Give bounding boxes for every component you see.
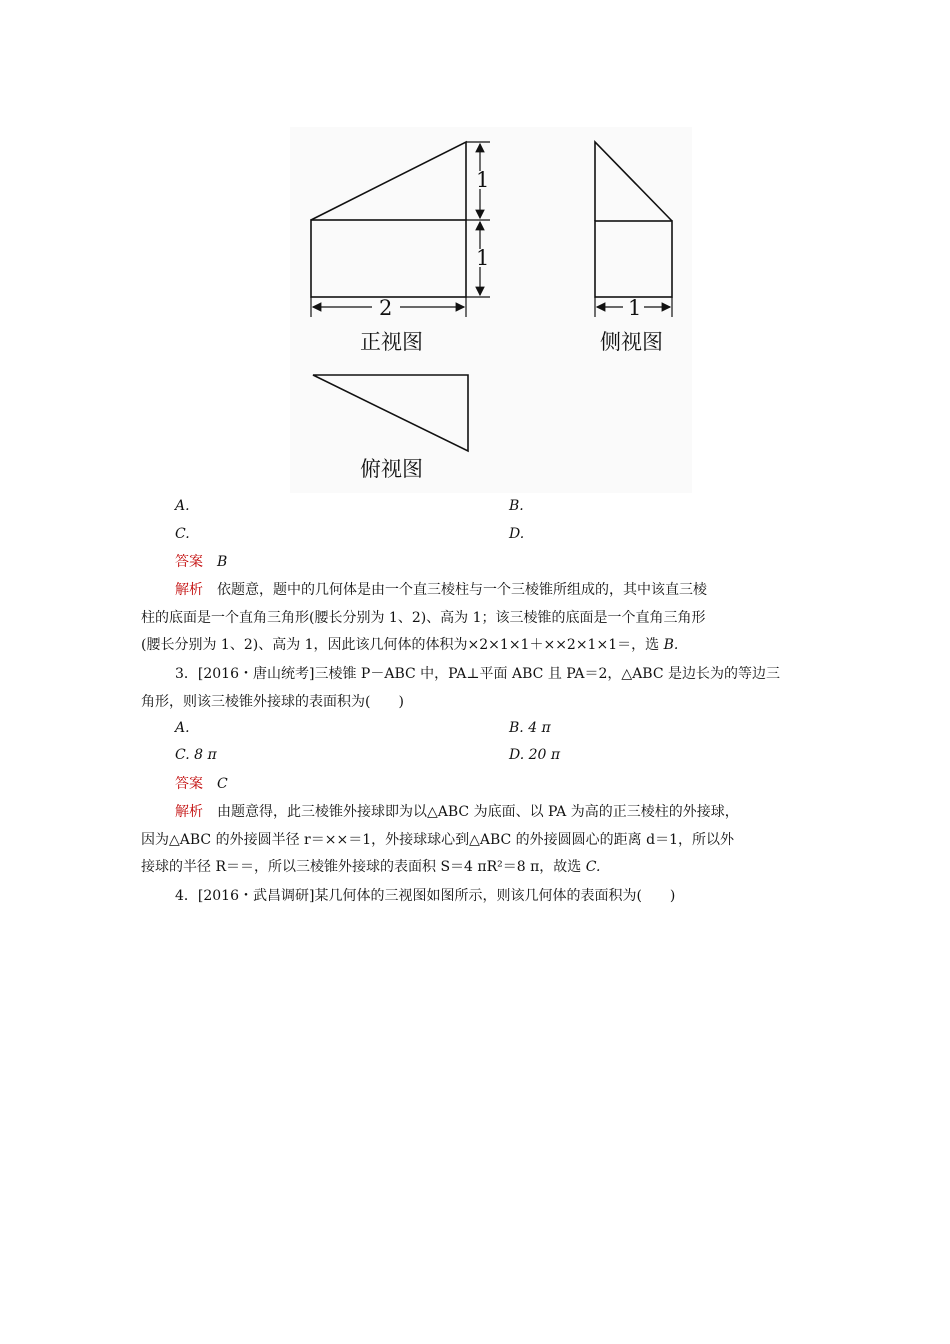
- three-view-diagram: [290, 127, 692, 493]
- q2-option-d: D.: [509, 526, 525, 542]
- q2-option-c: C.: [175, 526, 190, 542]
- q4-stem: [141, 883, 811, 911]
- dim-width-label: 2: [379, 296, 393, 320]
- side-view-caption: 侧视图: [600, 330, 663, 354]
- q3-analysis-choice: C.: [585, 859, 601, 875]
- top-view-caption: 俯视图: [360, 457, 423, 481]
- q3-analysis-line-3: 接球的半径 R＝＝，所以三棱锥外接球的表面积 S＝4 πR²＝8 π，故选: [141, 859, 586, 875]
- front-view-caption: 正视图: [360, 330, 423, 354]
- q3-stem: [141, 661, 811, 716]
- q3-analysis-line-2: 因为△ABC 的外接圆半径 r＝××＝1，外接球球心到△ABC 的外接圆圆心的距离 d＝1，所以外: [141, 831, 735, 848]
- q2-analysis-choice: B.: [663, 637, 679, 653]
- q3-analysis-line-1: 由题意得，此三棱锥外接球即为以△ABC 为底面、以 PA 为高的正三棱柱的外接球，: [217, 804, 739, 820]
- q3-answer-value: C: [217, 776, 228, 792]
- q2-option-b: B.: [509, 498, 524, 514]
- side-view: [595, 142, 672, 297]
- q2-analysis: [141, 577, 811, 660]
- q3-stem-line-1: 3．[2016・唐山统考]三棱锥 P－ABC 中，PA⊥平面 ABC 且 PA＝2，△ABC 是边长为的等边三: [175, 666, 781, 682]
- q3-option-c: C. 8 π: [175, 747, 217, 763]
- q3-option-d: D. 20 π: [509, 747, 561, 763]
- q3-answer-label: 答案: [175, 776, 203, 792]
- q2-analysis-line-2: 柱的底面是一个直角三角形(腰长分别为 1、2)、高为 1；该三棱锥的底面是一个直角三角形: [141, 609, 706, 626]
- dim-bottom-label: 1: [476, 246, 490, 270]
- q3-stem-line-2: 角形，则该三棱锥外接球的表面积为( ): [141, 693, 404, 710]
- three-view-figure: [290, 127, 692, 493]
- q2-analysis-line-1: 依题意，题中的几何体是由一个直三棱柱与一个三棱锥所组成的，其中该直三棱: [217, 582, 707, 598]
- dim-top-label: 1: [476, 168, 490, 192]
- dim-side-label: 1: [628, 296, 642, 320]
- q3-option-b: B. 4 π: [509, 720, 551, 736]
- q3-analysis: [141, 799, 811, 882]
- q2-answer-label: 答案: [175, 554, 203, 570]
- q3-analysis-label: 解析: [175, 804, 203, 820]
- q2-analysis-line-3: (腰长分别为 1、2)、高为 1，因此该几何体的体积为×2×1×1＋××2×1×1＝，选: [141, 637, 664, 653]
- top-view: [313, 375, 468, 451]
- q2-option-a: A.: [175, 498, 190, 514]
- q2-answer-value: B: [217, 554, 228, 570]
- q2-analysis-label: 解析: [175, 582, 203, 598]
- q2-answer-line: [175, 551, 950, 573]
- q3-answer-line: [175, 773, 950, 795]
- front-view: [311, 142, 466, 297]
- q4-stem-line: 4．[2016・武昌调研]某几何体的三视图如图所示，则该几何体的表面积为( ): [175, 888, 676, 904]
- q3-option-a: A.: [175, 720, 190, 736]
